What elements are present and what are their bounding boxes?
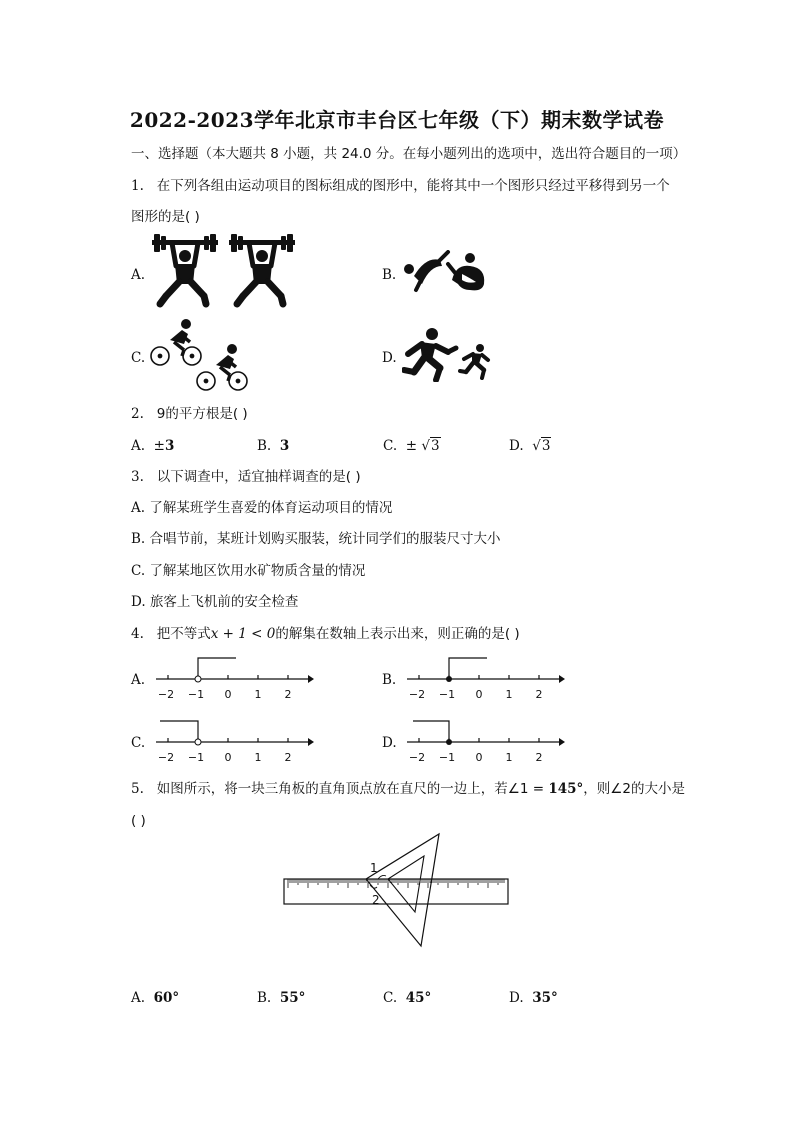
option-d: D. 35° (509, 990, 558, 1006)
tick-label: 0 (475, 688, 483, 701)
question-1-line2: 图形的是( ) (131, 209, 200, 225)
tick-label: 1 (254, 751, 262, 764)
runner-icon (402, 326, 492, 382)
question-2-options (131, 437, 635, 455)
tick-label: 0 (475, 751, 483, 764)
tick-label: 2 (284, 751, 292, 764)
tick-label: 0 (224, 688, 232, 701)
option-c: C. 45° (383, 990, 432, 1006)
tick-label: 1 (505, 688, 513, 701)
option-label-c: C. (131, 350, 146, 366)
tick-label: 2 (284, 688, 292, 701)
option-a: A. 了解某班学生喜爱的体育运动项目的情况 (131, 500, 393, 516)
angle-value: 145° (548, 781, 584, 797)
option-label-d: D. (382, 735, 397, 751)
question-number: 4. (131, 626, 144, 642)
tick-label: 2 (535, 751, 543, 764)
question-text: 如图所示，将一块三角板的直角顶点放在直尺的一边上，若∠1 = (156, 781, 549, 797)
tick-label: −1 (187, 751, 205, 764)
option-label-d: D. (382, 350, 397, 366)
question-number: 2. (131, 406, 144, 422)
tick-label: −2 (408, 688, 426, 701)
tick-label: −1 (438, 688, 456, 701)
cyclist-icon (150, 316, 254, 392)
ruler-triangle-figure (282, 832, 512, 950)
tick-label: 2 (535, 688, 543, 701)
weightlifter-icon (150, 232, 300, 310)
angle-1-label: 1 (370, 861, 378, 875)
question-text: 以下调查中，适宜抽样调查的是( ) (156, 469, 361, 485)
option-c: C. ± √3 (383, 438, 440, 454)
tick-label: −1 (438, 751, 456, 764)
option-d: D. 旅客上飞机前的安全检查 (131, 594, 299, 610)
number-line-a (152, 652, 318, 704)
number-line-c (152, 715, 318, 767)
question-number: 3. (131, 469, 144, 485)
tick-label: −2 (157, 688, 175, 701)
option-b: B. 55° (257, 990, 306, 1006)
tick-label: 1 (505, 751, 513, 764)
tick-label: −2 (157, 751, 175, 764)
option-b: B. 3 (257, 438, 290, 454)
option-c: C. 了解某地区饮用水矿物质含量的情况 (131, 563, 366, 579)
question-number: 5. (131, 781, 144, 797)
option-d: D. √3 (509, 438, 551, 454)
angle-2-label: 2 (372, 893, 380, 907)
option-label-a: A. (131, 672, 146, 688)
inequality: x + 1 < 0 (210, 626, 276, 642)
tick-label: 0 (224, 751, 232, 764)
question-5-options (131, 989, 635, 1007)
question-3 (131, 468, 361, 486)
question-1 (131, 177, 670, 195)
option-b: B. 合唱节前，某班计划购买服装，统计同学们的服装尺寸大小 (131, 531, 501, 547)
tick-label: −2 (408, 751, 426, 764)
option-a: A. ±3 (131, 438, 175, 454)
option-label-a: A. (131, 267, 146, 283)
option-label-b: B. (382, 672, 397, 688)
question-2 (131, 405, 248, 423)
section-heading: 一、选择题（本大题共 8 小题，共 24.0 分。在每小题列出的选项中，选出符合题目的一项） (131, 146, 687, 162)
question-4: 4. 把不等式x + 1 < 0的解集在数轴上表示出来，则正确的是( ) (131, 626, 520, 642)
question-text: 在下列各组由运动项目的图标组成的图形中，能将其中一个图形只经过平移得到另一个 (156, 178, 670, 194)
tick-label: −1 (187, 688, 205, 701)
option-label-b: B. (382, 267, 397, 283)
tick-label: 1 (254, 688, 262, 701)
option-label-c: C. (131, 735, 146, 751)
number-line-b (403, 652, 569, 704)
question-text: 把不等式 (156, 626, 211, 642)
question-5-line2: ( ) (131, 813, 146, 829)
page-title: 2022-2023学年北京市丰台区七年级（下）期末数学试卷 (129, 108, 665, 132)
gymnast-icon (400, 250, 490, 294)
option-a: A. 60° (131, 990, 180, 1006)
question-text: 9的平方根是( ) (156, 406, 248, 422)
question-5: 5. 如图所示，将一块三角板的直角顶点放在直尺的一边上，若∠1 = 145°，则∠2的大小是 (131, 781, 685, 797)
number-line-d (403, 715, 569, 767)
question-number: 1. (131, 178, 144, 194)
